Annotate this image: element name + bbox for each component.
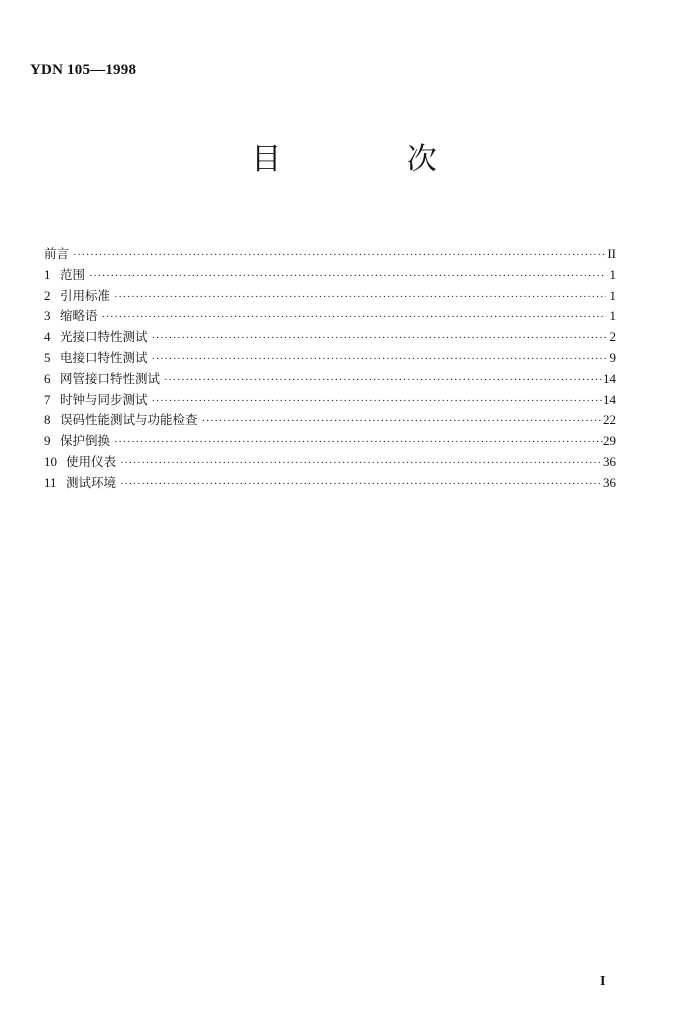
toc-entry-7[interactable] (44, 390, 616, 411)
toc-entry-number: 11 (44, 474, 57, 490)
toc-leader (152, 395, 603, 407)
toc-entry-11[interactable] (44, 473, 616, 494)
toc-entry-page: 9 (609, 349, 616, 365)
toc-entry-6[interactable] (44, 369, 616, 390)
toc-entry-label: 网管接口特性测试 (60, 370, 161, 386)
toc-entry-page: 36 (603, 453, 616, 469)
toc-leader (89, 270, 606, 282)
toc-entry-label: 测试环境 (66, 474, 117, 490)
toc-leader (73, 249, 606, 261)
toc-entry-number: 2 (44, 287, 51, 303)
toc-entry-page: 14 (603, 391, 616, 407)
toc-leader (114, 291, 606, 303)
toc-entry-label: 引用标准 (60, 287, 111, 303)
toc-entry-number: 1 (44, 266, 51, 282)
toc-entry-label: 光接口特性测试 (60, 329, 148, 345)
toc-entry-page: 2 (609, 329, 616, 345)
page-number: I (600, 974, 606, 989)
toc-leader (120, 457, 603, 469)
page-title: 目 次 (251, 142, 495, 177)
toc-entry-4[interactable] (44, 327, 616, 348)
toc-leader (120, 478, 603, 490)
toc-entry-page: 1 (609, 266, 616, 282)
toc-entry-page: 29 (603, 433, 616, 449)
toc-entry-number: 5 (44, 349, 51, 365)
toc-entry-number: 3 (44, 308, 51, 324)
toc-leader (114, 436, 603, 448)
toc-leader (152, 332, 606, 344)
toc-entry-label: 保护倒换 (60, 433, 111, 449)
toc-entry-1[interactable] (44, 265, 616, 286)
toc-leader (164, 374, 603, 386)
toc-leader (152, 353, 606, 365)
toc-entry-label: 时钟与同步测试 (60, 391, 148, 407)
toc-leader (102, 311, 606, 323)
toc-entry-page: 22 (603, 412, 616, 428)
toc-entry-page: 36 (603, 474, 616, 490)
toc-entry-label: 缩略语 (60, 308, 98, 324)
toc-entry-label: 范围 (60, 266, 86, 282)
toc-entry-page: II (607, 246, 616, 261)
toc-entry-label: 误码性能测试与功能检查 (60, 412, 198, 428)
toc-entry-page: 14 (603, 370, 616, 386)
toc-entry-number: 8 (44, 412, 51, 428)
toc-entry-5[interactable] (44, 348, 616, 369)
toc-entry-page: 1 (609, 287, 616, 303)
toc-entry-10[interactable] (44, 452, 616, 473)
document-code: YDN 105—1998 (30, 62, 137, 78)
toc-entry-number: 7 (44, 391, 51, 407)
toc-entry-number: 9 (44, 433, 51, 449)
toc-entry-9[interactable] (44, 431, 616, 452)
toc-entry-label: 使用仪表 (66, 453, 117, 469)
toc-entry-label: 电接口特性测试 (60, 349, 148, 365)
toc-entry-foreword[interactable] (44, 244, 616, 265)
toc-entry-2[interactable] (44, 286, 616, 307)
toc-leader (202, 415, 603, 427)
toc-entry-8[interactable] (44, 410, 616, 431)
toc-entry-number: 10 (44, 453, 57, 469)
toc-entry-label: 前言 (44, 246, 70, 261)
toc-entry-3[interactable] (44, 306, 616, 327)
toc-entry-number: 6 (44, 370, 51, 386)
toc-entry-number: 4 (44, 329, 51, 345)
toc-entry-page: 1 (609, 308, 616, 324)
table-of-contents (44, 244, 616, 494)
